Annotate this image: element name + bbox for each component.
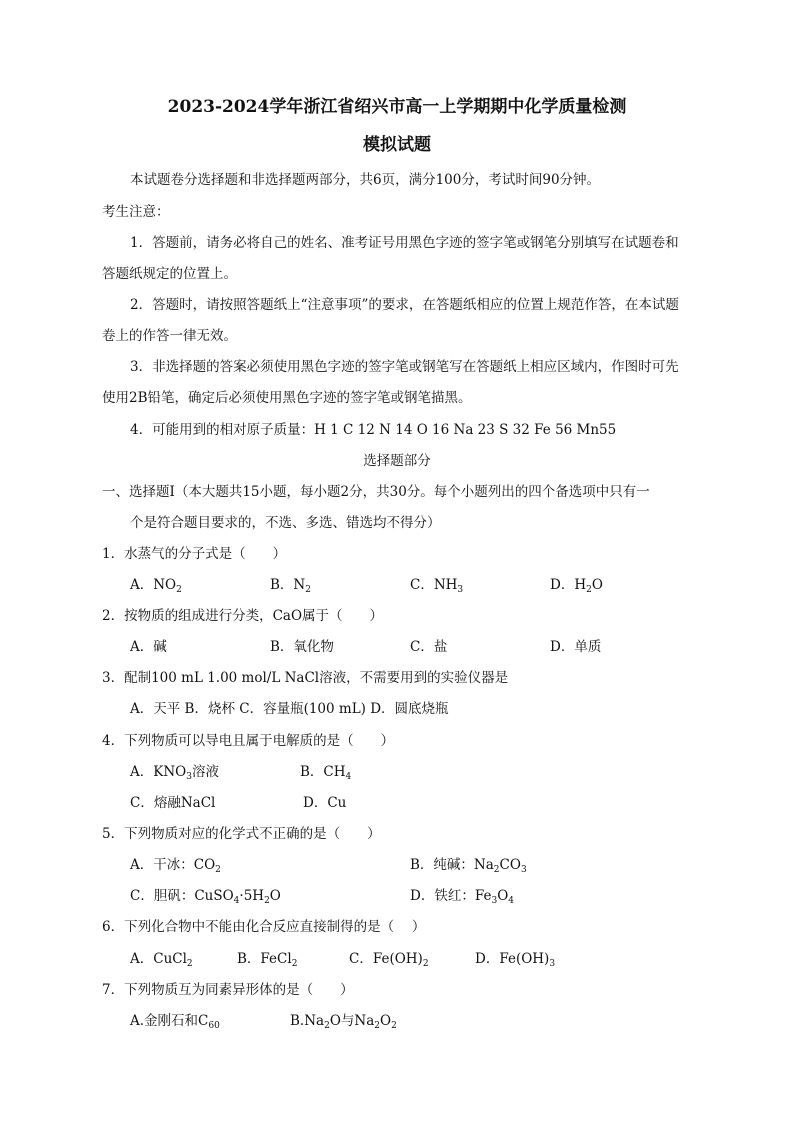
section-heading-line-2: 个是符合题目要求的，不选、多选、错选均不得分） [130,515,441,531]
notice-4-atomic-masses: 4．可能用到的相对原子质量：H 1 C 12 N 14 O 16 Na 23 S 32 Fe 56 Mn55 [130,422,617,438]
exam-description: 本试题卷分选择题和非选择题两部分，共6页，满分100分，考试时间90分钟。 [130,172,601,188]
question-4-option-b: B．$CH_4$ [300,764,352,782]
question-1-stem: 1．水蒸气的分子式是（ ） [102,546,287,562]
section-heading-line-1: 一、选择题Ⅰ（本大题共15小题，每小题2分，共30分。每个小题列出的四个备选项中只有一 [102,484,650,500]
question-4-option-c: C．熔融NaCl [130,795,216,811]
section-label: 选择题部分 [363,453,431,469]
question-5-stem: 5．下列物质对应的化学式不正确的是（ ） [102,826,381,842]
notice-2-line-1: 2．答题时，请按照答题纸上“注意事项”的要求，在答题纸相应的位置上规范作答，在本试题 [130,297,679,313]
question-5-option-c: C．胆矾：$CuSO_4\cdot 5H_2O$ [130,888,281,906]
notice-1-line-1: 1．答题前，请务必将自己的姓名、准考证号用黑色字迹的签字笔或钢笔分别填写在试题卷和 [130,235,679,251]
question-5-option-d: D．铁红：$Fe_3O_4$ [410,888,514,906]
question-7-stem: 7．下列物质互为同素异形体的是（ ） [102,982,354,998]
question-6-option-c: C．$Fe(OH)_2$ [349,951,429,969]
question-5-option-b: B．纯碱：$Na_2CO_3$ [410,857,527,875]
question-2-option-d: D．单质 [550,639,602,655]
notice-3-line-2: 使用2B铅笔，确定后必须使用黑色字迹的签字笔或钢笔描黑。 [102,390,472,406]
page-title: 2023-2024学年浙江省绍兴市高一上学期期中化学质量检测 [167,97,627,117]
question-2-option-b: B．氧化物 [270,639,334,655]
question-4-stem: 4．下列物质可以导电且属于电解质的是（ ） [102,733,395,749]
notice-1-line-2: 答题纸规定的位置上。 [102,266,237,282]
question-2-option-a: A．碱 [130,639,167,655]
question-7-option-b: $B.Na_2O$与$Na_2O_2$ [290,1013,397,1031]
notice-label: 考生注意： [102,204,170,220]
question-6-option-a: A．CuCl$_2$ [130,951,193,969]
page-subtitle: 模拟试题 [363,135,431,155]
question-6-option-d: D．$Fe(OH)_3$ [475,951,556,969]
question-1-option-b: B．$N_2$ [270,577,311,595]
question-6-option-b: B．FeCl$_2$ [237,951,298,969]
question-3-options: A．天平 B．烧杯 C．容量瓶(100 mL) D．圆底烧瓶 [130,701,449,717]
question-3-stem: 3．配制100 mL 1.00 mol/L NaCl溶液，不需要用到的实验仪器是 [102,670,509,686]
question-1-option-c: C．$NH_3$ [410,577,464,595]
question-1-option-a: A．$NO_2$ [130,577,182,595]
question-2-option-c: C．盐 [410,639,448,655]
question-7-option-a: A.金刚石和$C_{60}$ [130,1013,220,1031]
question-1-option-d: D．$H_2O$ [550,577,603,595]
notice-2-line-2: 卷上的作答一律无效。 [102,328,237,344]
question-4-option-d: D．Cu [303,795,347,811]
question-2-stem: 2．按物质的组成进行分类，CaO属于（ ） [102,608,384,624]
question-6-stem: 6．下列化合物中不能由化合反应直接制得的是（ ） [102,919,426,935]
question-4-option-a: A．$KNO_3$溶液 [130,764,219,782]
notice-3-line-1: 3．非选择题的答案必须使用黑色字迹的签字笔或钢笔写在答题纸上相应区域内，作图时可先 [130,359,679,375]
question-5-option-a: A．干冰：$CO_2$ [130,857,221,875]
